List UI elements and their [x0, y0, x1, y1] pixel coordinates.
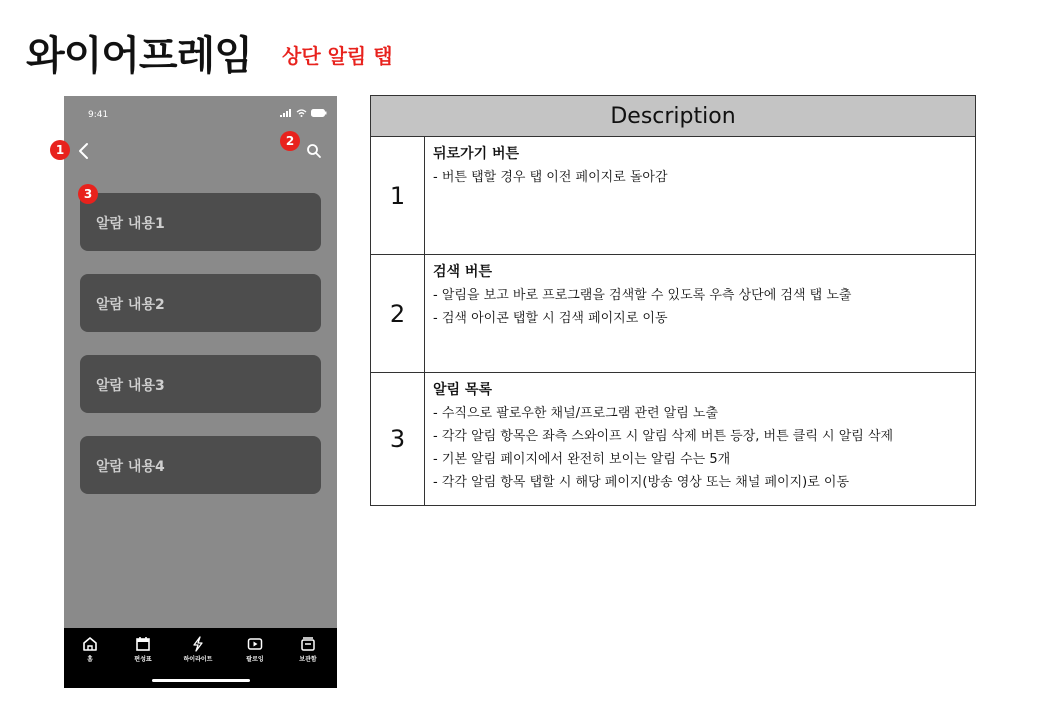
row-content [425, 373, 976, 506]
search-icon [304, 140, 324, 162]
row-content [425, 255, 976, 373]
row-item: - 기본 알림 페이지에서 완전히 보이는 알림 수는 5개 [433, 448, 967, 471]
notification-item[interactable] [80, 436, 321, 494]
row-number: 3 [371, 373, 425, 506]
tab-label: 하이라이트 [183, 656, 213, 663]
search-button[interactable] [304, 140, 324, 162]
notification-text: 알람 내용4 [96, 459, 165, 475]
annotation-marker: 3 [78, 184, 98, 204]
row-number: 1 [371, 137, 425, 255]
tab-highlight[interactable] [178, 636, 218, 663]
page-subtitle: 상단 알림 탭 [282, 44, 393, 68]
annotation-marker: 1 [50, 140, 70, 160]
archive-icon [300, 636, 316, 652]
tab-label: 보관함 [299, 656, 317, 663]
play-icon [247, 636, 263, 652]
row-title: 검색 버튼 [433, 264, 492, 280]
row-item: - 각각 알림 항목은 좌측 스와이프 시 알림 삭제 버튼 등장, 버튼 클릭 시 알림 삭제 [433, 425, 967, 448]
row-item: - 수직으로 팔로우한 채널/프로그램 관련 알림 노출 [433, 402, 967, 425]
row-item: - 알림을 보고 바로 프로그램을 검색할 수 있도록 우측 상단에 검색 탭 노출 [433, 284, 967, 307]
table-header: Description [371, 96, 976, 137]
tab-storage[interactable] [288, 636, 328, 663]
notification-text: 알람 내용2 [96, 297, 165, 313]
status-icons [280, 109, 327, 117]
notification-item[interactable] [80, 274, 321, 332]
status-time: 9:41 [88, 110, 109, 120]
tab-label: 편성표 [134, 656, 152, 663]
home-indicator [152, 679, 250, 682]
description-table [370, 95, 976, 506]
tab-home[interactable] [70, 636, 110, 663]
table-row [371, 373, 976, 506]
back-button[interactable] [74, 140, 94, 162]
tab-schedule[interactable] [123, 636, 163, 663]
row-content [425, 137, 976, 255]
notification-item[interactable] [80, 355, 321, 413]
lightning-icon [190, 636, 206, 652]
calendar-icon [135, 636, 151, 652]
notification-text: 알람 내용1 [96, 216, 165, 232]
tab-label: 홈 [87, 656, 93, 663]
chevron-left-icon [74, 140, 94, 162]
row-title: 뒤로가기 버튼 [433, 146, 520, 162]
battery-icon [311, 109, 327, 117]
annotation-marker: 2 [280, 131, 300, 151]
table-row [371, 255, 976, 373]
table-row [371, 137, 976, 255]
notification-text: 알람 내용3 [96, 378, 165, 394]
row-item: - 검색 아이콘 탭할 시 검색 페이지로 이동 [433, 307, 967, 330]
bottom-tab-bar [64, 628, 337, 688]
notification-item[interactable] [80, 193, 321, 251]
home-icon [82, 636, 98, 652]
page-title: 와이어프레임 [26, 33, 252, 79]
tab-following[interactable] [235, 636, 275, 663]
wifi-icon [296, 109, 307, 117]
row-title: 알림 목록 [433, 382, 492, 398]
row-item: - 각각 알림 항목 탭할 시 해당 페이지(방송 영상 또는 채널 페이지)로 이동 [433, 471, 967, 494]
tab-label: 팔로잉 [246, 656, 264, 663]
row-item: - 버튼 탭할 경우 탭 이전 페이지로 돌아감 [433, 166, 967, 189]
signal-icon [280, 109, 292, 117]
phone-mockup [64, 96, 337, 688]
row-number: 2 [371, 255, 425, 373]
